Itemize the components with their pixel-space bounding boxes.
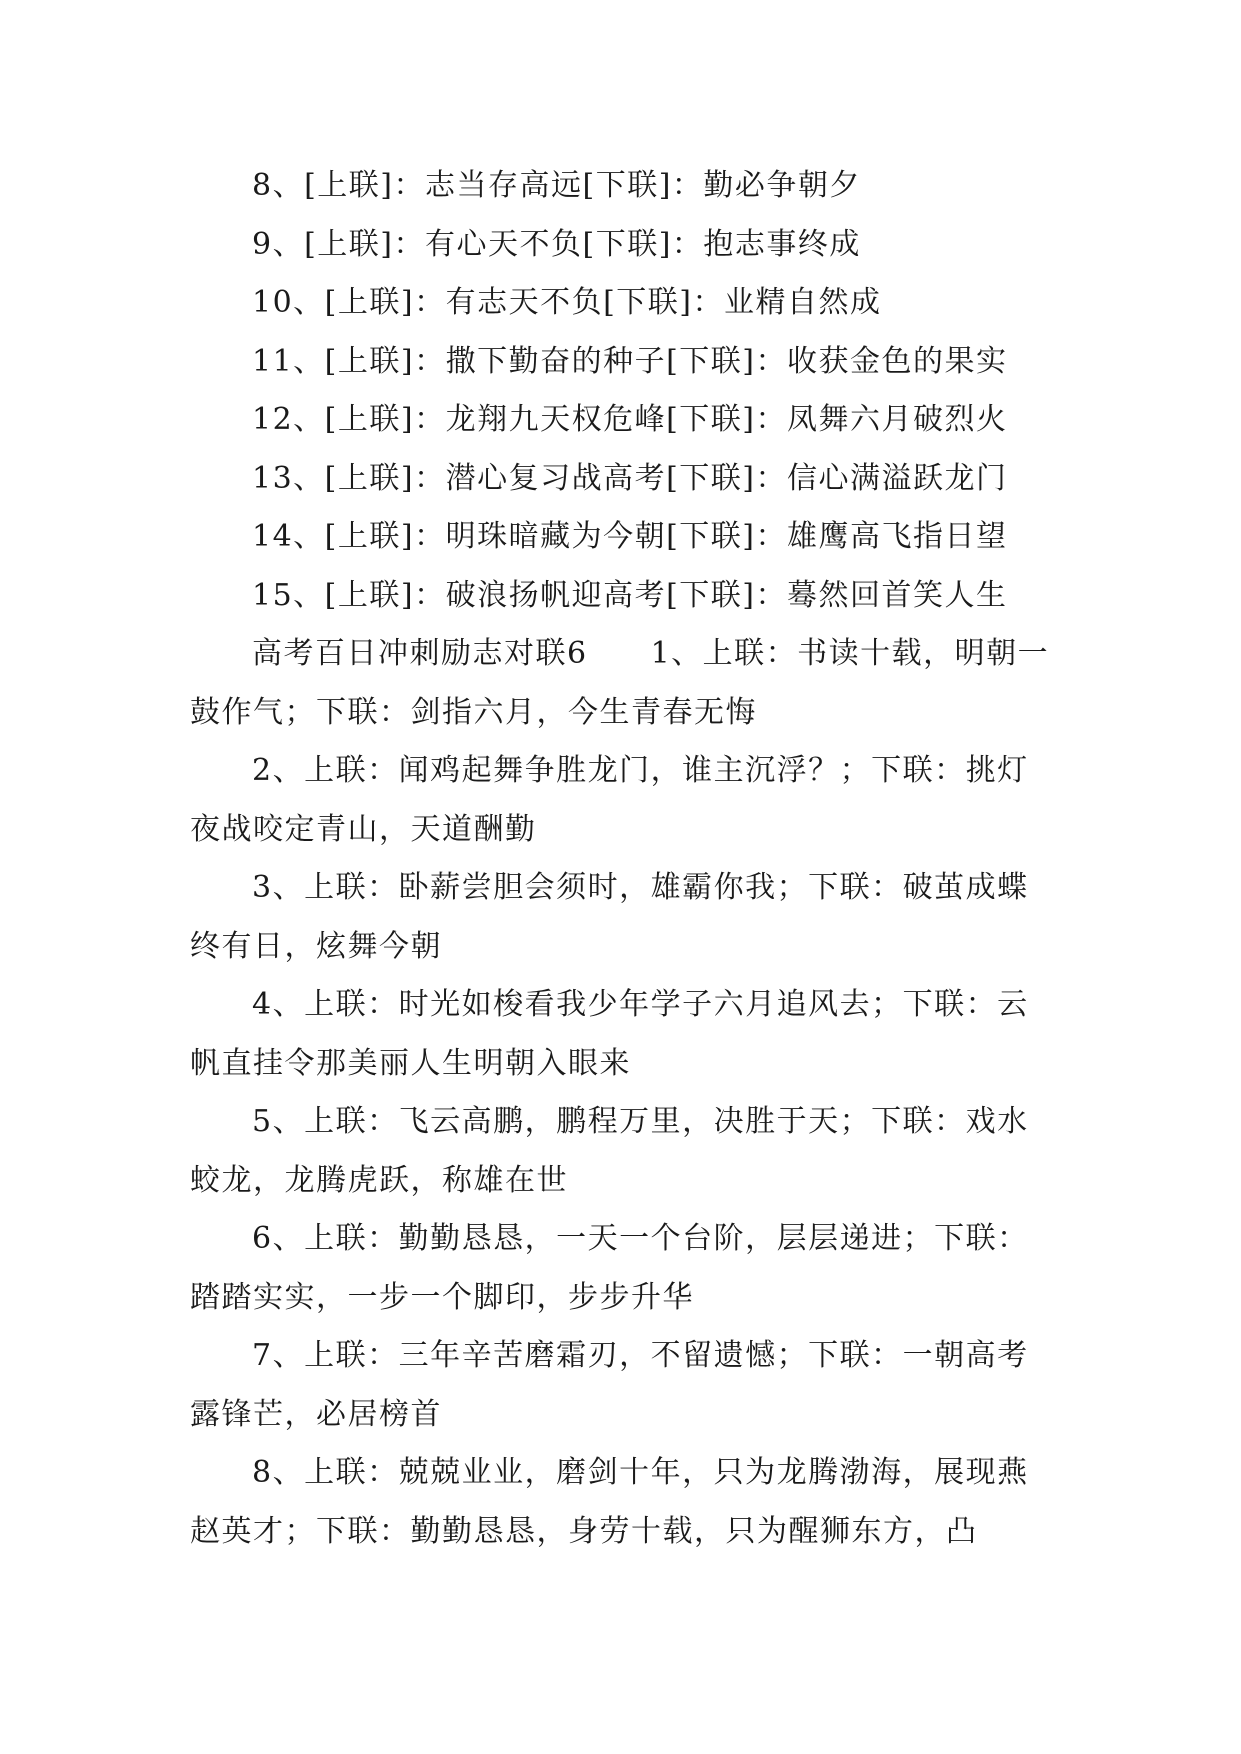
couplet-paragraph-3: 3、上联：卧薪尝胆会须时，雄霸你我；下联：破茧成蝶终有日，炫舞今朝 xyxy=(190,870,1029,964)
couplet-line-12: 12、[上联]：龙翔九天权危峰[下联]：凤舞六月破烈火 xyxy=(252,402,1008,437)
couplet-paragraph-5: 5、上联：飞云高鹏，鹏程万里，决胜于天；下联：戏水蛟龙，龙腾虎跃，称雄在世 xyxy=(190,1104,1029,1198)
couplet-line-9: 9、[上联]：有心天不负[下联]：抱志事终成 xyxy=(252,226,861,262)
couplet-line-11: 11、[上联]：撒下勤奋的种子[下联]：收获金色的果实 xyxy=(252,343,1008,379)
couplet-line-10: 10、[上联]：有志天不负[下联]：业精自然成 xyxy=(252,285,882,320)
section-heading-paragraph: 高考百日冲刺励志对联6 1、上联：书读十载，明朝一鼓作气；下联：剑指六月，今生青春无悔 xyxy=(190,636,1050,730)
couplet-line-8: 8、[上联]：志当存高远[下联]：勤必争朝夕 xyxy=(252,168,861,203)
document-body xyxy=(190,157,1050,1561)
couplet-line-14: 14、[上联]：明珠暗藏为今朝[下联]：雄鹰高飞指日望 xyxy=(252,519,1008,554)
couplet-paragraph-8: 8、上联：兢兢业业，磨剑十年，只为龙腾渤海，展现燕赵英才；下联：勤勤恳恳，身劳十载，只为醒狮东方，凸 xyxy=(190,1455,1029,1549)
couplet-line-13: 13、[上联]：潜心复习战高考[下联]：信心满溢跃龙门 xyxy=(252,460,1008,496)
couplet-line-15: 15、[上联]：破浪扬帆迎高考[下联]：蓦然回首笑人生 xyxy=(252,577,1008,613)
couplet-paragraph-4: 4、上联：时光如梭看我少年学子六月追风去；下联：云帆直挂令那美丽人生明朝入眼来 xyxy=(190,987,1029,1081)
couplet-paragraph-7: 7、上联：三年辛苦磨霜刃，不留遗憾；下联：一朝高考露锋芒，必居榜首 xyxy=(190,1338,1029,1432)
couplet-paragraph-2: 2、上联：闻鸡起舞争胜龙门，谁主沉浮？；下联：挑灯夜战咬定青山，天道酬勤 xyxy=(190,753,1029,847)
couplet-paragraph-6: 6、上联：勤勤恳恳，一天一个台阶，层层递进；下联：踏踏实实，一步一个脚印，步步升华 xyxy=(190,1221,1029,1315)
